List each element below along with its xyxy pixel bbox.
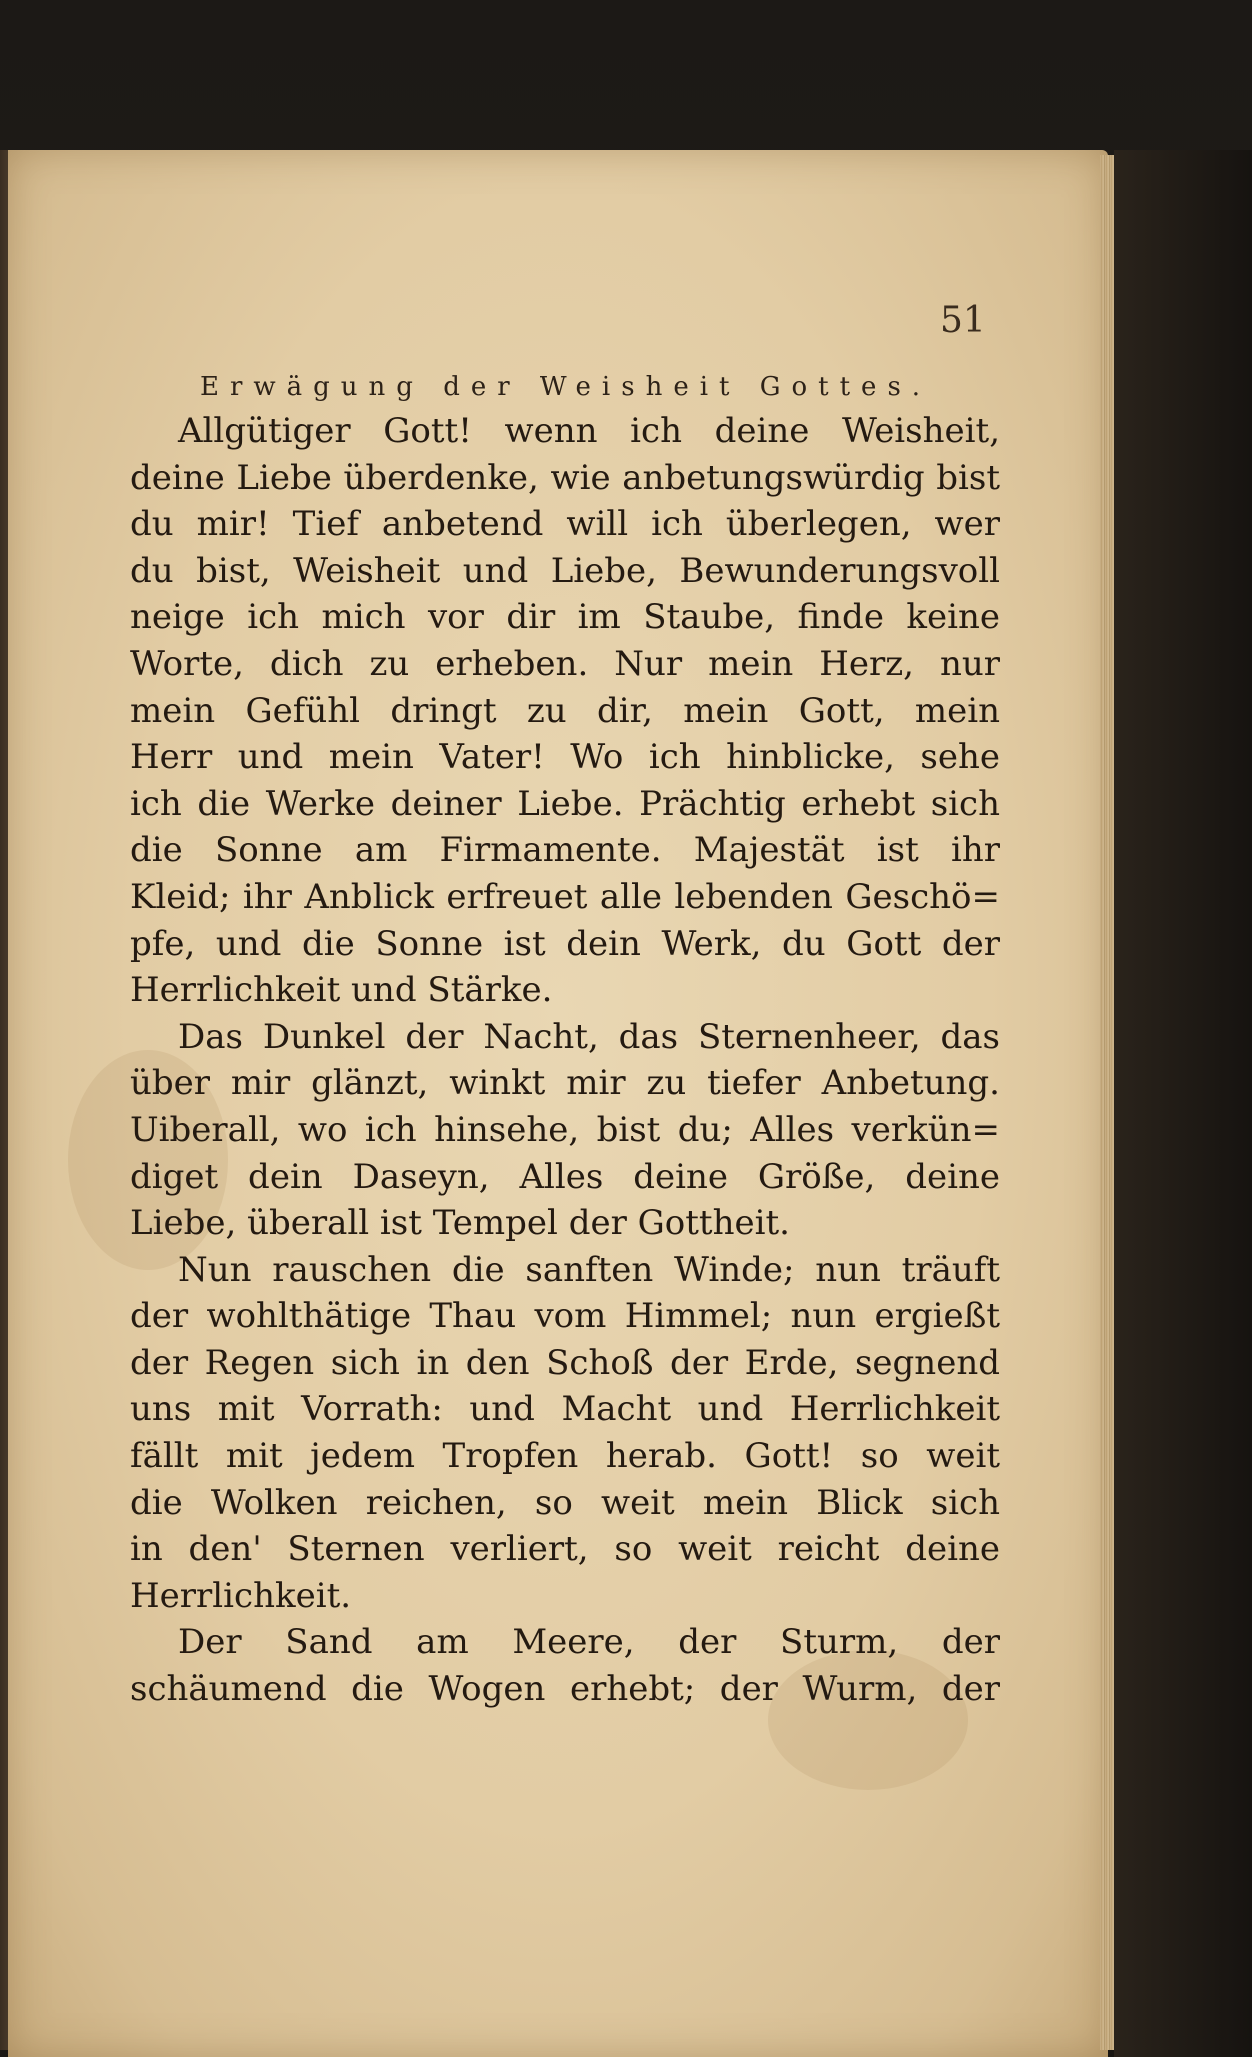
page-number: 51 (940, 300, 986, 341)
paragraph-4 (130, 1619, 1000, 1712)
text-line: Herrlichkeit. (130, 1575, 352, 1616)
text-line: Allgütiger Gott! wenn ich deine Weisheit, (178, 411, 1000, 451)
text-line: schäumend die Wogen erhebt; der Wurm, der (130, 1669, 1000, 1710)
text-line: mein Gefühl dringt zu dir, mein Gott, mein (130, 690, 1000, 731)
paragraph-1 (130, 408, 1000, 1014)
text-line: ich die Werke deiner Liebe. Prächtig erhebt sich (130, 783, 1000, 824)
text-line: die Wolken reichen, so weit mein Blick sich (130, 1482, 1000, 1523)
paragraph-3 (130, 1247, 1000, 1620)
text-line: diget dein Daseyn, Alles deine Größe, deine (130, 1156, 1000, 1197)
text-line: Uiberall, wo ich hinsehe, bist du; Alles verkün= (130, 1109, 1000, 1150)
text-line: du mir! Tief anbetend will ich überlegen, wer (130, 504, 1000, 545)
text-line: du bist, Weisheit und Liebe, Bewunderungsvoll (130, 550, 1000, 591)
text-line: in den' Sternen verliert, so weit reicht deine (130, 1529, 1000, 1570)
text-line: Der Sand am Meere, der Sturm, der (178, 1622, 1000, 1663)
text-line: pfe, und die Sonne ist dein Werk, du Gott der (130, 923, 1000, 964)
text-line: der wohlthätige Thau vom Himmel; nun ergießt (130, 1296, 1000, 1337)
text-line: Liebe, überall ist Tempel der Gottheit. (130, 1203, 790, 1244)
text-line: deine Liebe überdenke, wie anbetungswürdig bist (130, 457, 1000, 498)
text-line: Das Dunkel der Nacht, das Sternenheer, das (178, 1016, 1000, 1057)
text-line: Worte, dich zu erheben. Nur mein Herz, nur (130, 643, 1000, 684)
text-line: über mir glänzt, winkt mir zu tiefer Anbetung. (130, 1063, 1000, 1104)
body-text (130, 408, 1000, 1713)
text-line: Nun rauschen die sanften Winde; nun träuft (178, 1249, 1000, 1290)
text-line: Kleid; ihr Anblick erfreuet alle lebenden Geschö= (130, 876, 1000, 917)
text-line: Herr und mein Vater! Wo ich hinblicke, sehe (130, 737, 1000, 778)
text-line: Herrlichkeit und Stärke. (130, 970, 553, 1011)
paragraph-2 (130, 1014, 1000, 1247)
text-line: uns mit Vorrath: und Macht und Herrlichkeit (130, 1389, 1000, 1430)
running-header: Erwägung der Weisheit Gottes. (200, 372, 932, 402)
text-line: fällt mit jedem Tropfen herab. Gott! so weit (130, 1436, 1000, 1477)
page-stack-edge (1100, 155, 1114, 2050)
text-line: neige ich mich vor dir im Staube, finde keine (130, 597, 1000, 638)
text-line: die Sonne am Firmamente. Majestät ist ihr (130, 830, 1000, 871)
background-shadow (1114, 150, 1252, 2057)
text-line: der Regen sich in den Schoß der Erde, segnend (130, 1342, 1000, 1383)
